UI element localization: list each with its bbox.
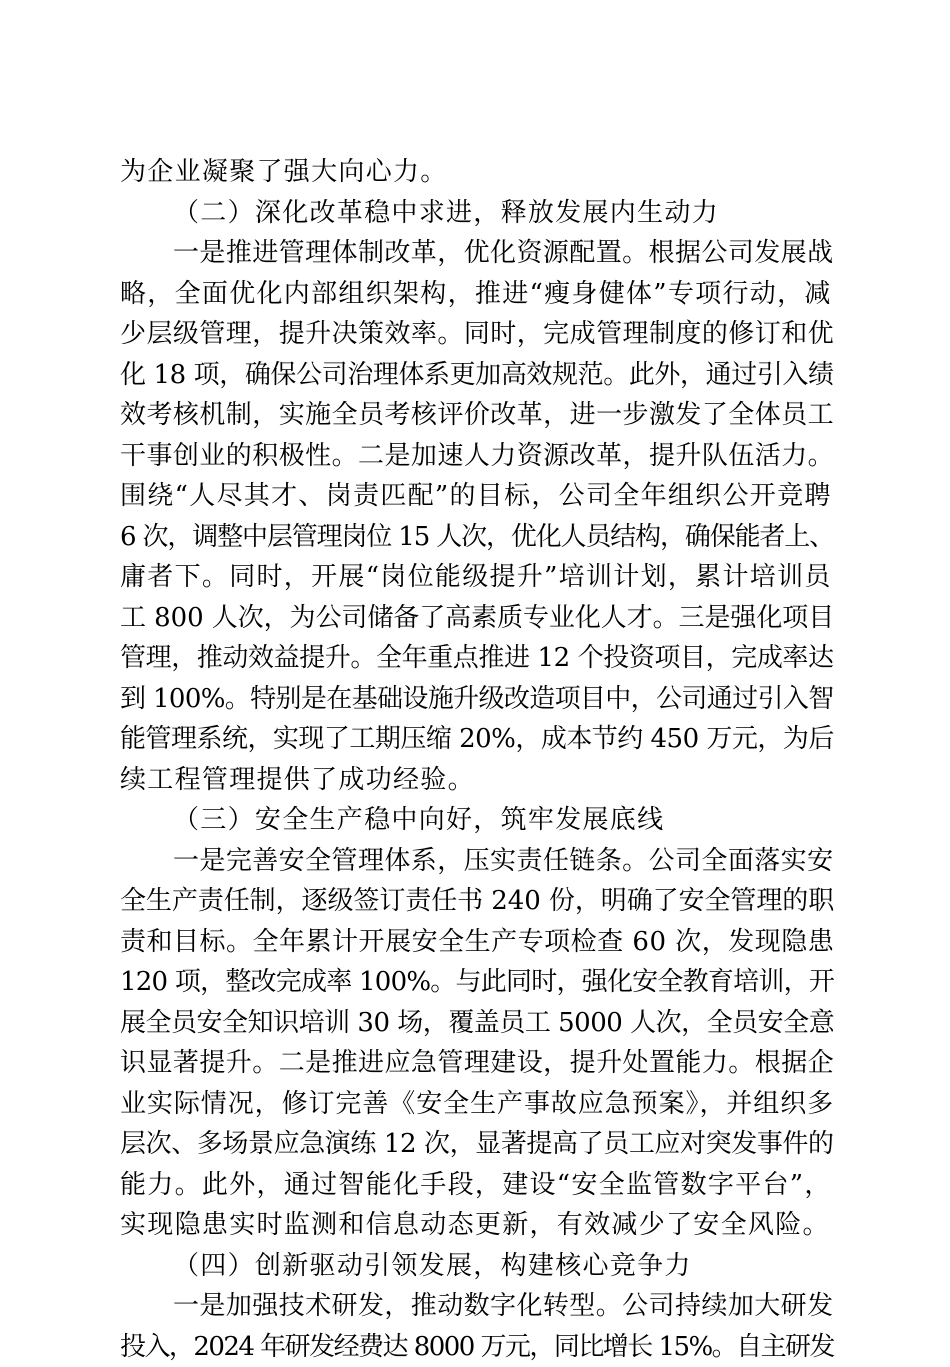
paragraph-start-line: 一是推进管理体制改革，优化资源配置。根据公司发展战	[120, 233, 834, 274]
text-line: 责和目标。全年累计开展安全生产专项检查 60 次，发现隐患	[120, 922, 834, 963]
document-body	[120, 152, 834, 1367]
text-line: 化 18 项，确保公司治理体系更加高效规范。此外，通过引入绩	[120, 355, 834, 396]
text-line: 为企业凝聚了强大向心力。	[120, 152, 834, 193]
text-line: 庸者下。同时，开展“岗位能级提升”培训计划，累计培训员	[120, 557, 834, 598]
text-line: 识显著提升。二是推进应急管理建设，提升处置能力。根据企	[120, 1043, 834, 1084]
section-heading: （四）创新驱动引领发展，构建核心竞争力	[120, 1246, 834, 1287]
paragraph-start-line: 一是加强技术研发，推动数字化转型。公司持续加大研发	[120, 1286, 834, 1327]
text-line: 实现隐患实时监测和信息动态更新，有效减少了安全风险。	[120, 1205, 834, 1246]
text-line: 略，全面优化内部组织架构，推进“瘦身健体”专项行动，减	[120, 274, 834, 315]
text-line: 围绕“人尽其才、岗责匹配”的目标，公司全年组织公开竞聘	[120, 476, 834, 517]
text-line: 6 次，调整中层管理岗位 15 人次，优化人员结构，确保能者上、	[120, 517, 834, 558]
text-line: 到 100%。特别是在基础设施升级改造项目中，公司通过引入智	[120, 679, 834, 720]
text-line: 能力。此外，通过智能化手段，建设“安全监管数字平台”，	[120, 1165, 834, 1206]
text-line: 工 800 人次，为公司储备了高素质专业化人才。三是强化项目	[120, 598, 834, 639]
text-line: 能管理系统，实现了工期压缩 20%，成本节约 450 万元，为后	[120, 719, 834, 760]
text-line: 投入，2024 年研发经费达 8000 万元，同比增长 15%。自主研发	[120, 1327, 834, 1367]
text-line: 管理，推动效益提升。全年重点推进 12 个投资项目，完成率达	[120, 638, 834, 679]
text-line: 干事创业的积极性。二是加速人力资源改革，提升队伍活力。	[120, 436, 834, 477]
text-line: 少层级管理，提升决策效率。同时，完成管理制度的修订和优	[120, 314, 834, 355]
text-line: 续工程管理提供了成功经验。	[120, 760, 834, 801]
text-line: 效考核机制，实施全员考核评价改革，进一步激发了全体员工	[120, 395, 834, 436]
text-line: 全生产责任制，逐级签订责任书 240 份，明确了安全管理的职	[120, 881, 834, 922]
text-line: 展全员安全知识培训 30 场，覆盖员工 5000 人次，全员安全意	[120, 1003, 834, 1044]
paragraph-start-line: 一是完善安全管理体系，压实责任链条。公司全面落实安	[120, 841, 834, 882]
text-line: 层次、多场景应急演练 12 次，显著提高了员工应对突发事件的	[120, 1124, 834, 1165]
section-heading: （三）安全生产稳中向好，筑牢发展底线	[120, 800, 834, 841]
text-line: 120 项，整改完成率 100%。与此同时，强化安全教育培训，开	[120, 962, 834, 1003]
section-heading: （二）深化改革稳中求进，释放发展内生动力	[120, 193, 834, 234]
text-line: 业实际情况，修订完善《安全生产事故应急预案》，并组织多	[120, 1084, 834, 1125]
